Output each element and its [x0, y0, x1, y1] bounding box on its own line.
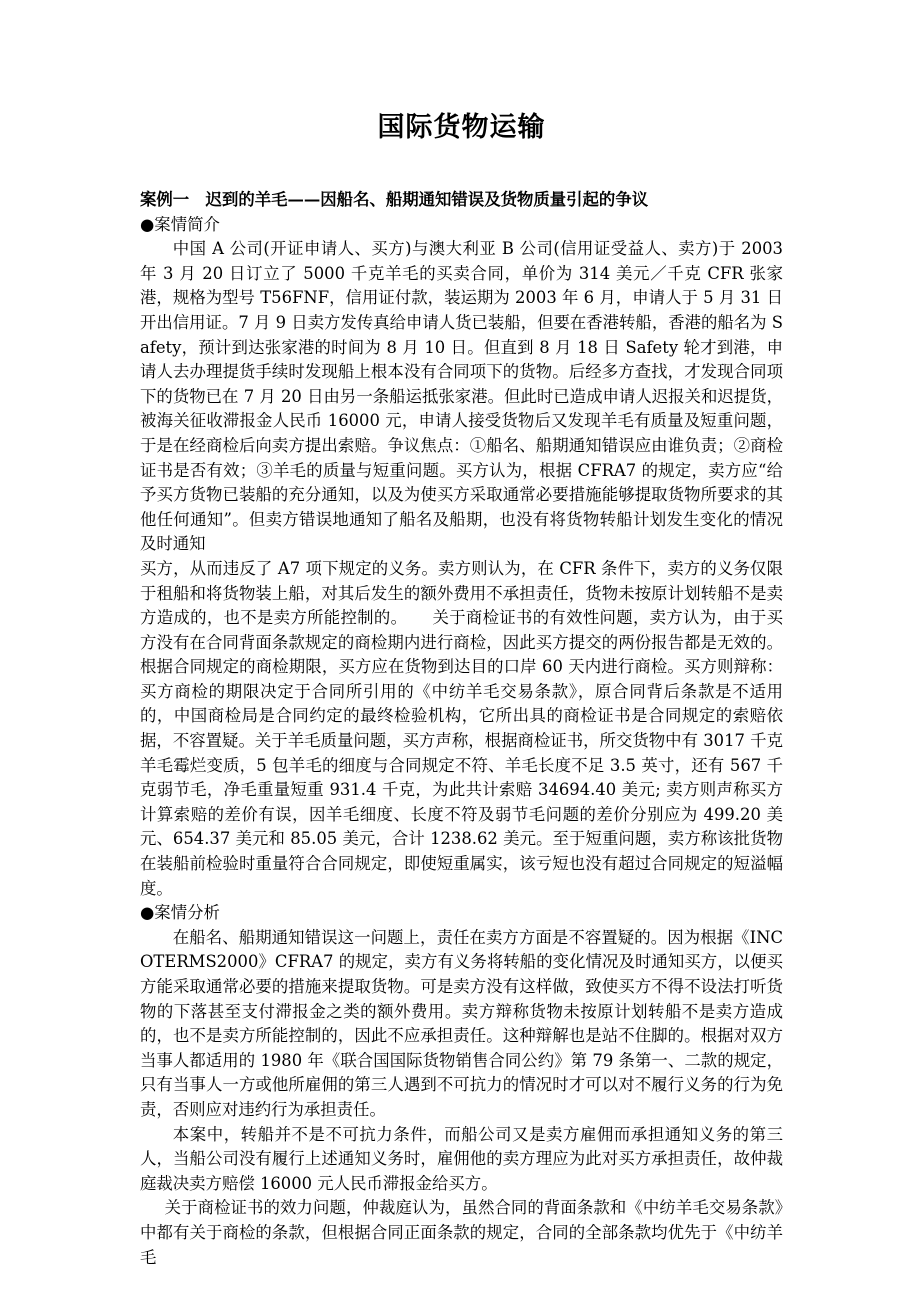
analysis-paragraph-3: 关于商检证书的效力问题，仲裁庭认为，虽然合同的背面条款和《中纺羊毛交易条款》中都有关于商检的条款，但根据合同正面条款的规定，合同的全部条款均优先于《中纺羊毛: [140, 1198, 783, 1267]
section-analysis-label: ●案情分析: [140, 903, 220, 923]
analysis-paragraph-2: 本案中，转船并不是不可抗力条件，而船公司又是卖方雇佣而承担通知义务的第三人，当船公司没有履行上述通知义务时，雇佣他的卖方理应为此对买方承担责任，故仲裁庭裁决卖方赔偿 16000 元人民币滞报金给买方。: [140, 1124, 783, 1193]
analysis-paragraph-1: 在船名、船期通知错误这一问题上，责任在卖方方面是不容置疑的。因为根据《INCOTERMS2000》CFRA7 的规定，卖方有义务将转船的变化情况及时通知买方，以便买方能采取通常必要的措施来提取货物。可是卖方没有这样做，致使买方不得不设法打听货物的下落甚至支付滞报金之类的额外费用。卖方辩称货物未按原计划转船不是卖方造成的，也不是卖方所能控制的，因此不应承担责任。这种辩解也是站不住脚的。根据对双方当事人都适用的 1980 年《联合国国际货物销售合同公约》第 79 条第一、二款的规定，只有当事人一方或他所雇佣的第三人遇到不可抗力的情况时才可以对不履行义务的行为免责，否则应对违约行为承担责任。: [140, 927, 783, 1119]
case-heading: 案例一 迟到的羊毛——因船名、船期通知错误及货物质量引起的争议: [140, 190, 649, 209]
document-title: 国际货物运输: [377, 112, 546, 143]
brief-paragraph-1: 中国 A 公司(开证申请人、买方)与澳大利亚 B 公司(信用证受益人、卖方)于 2003 年 3 月 20 日订立了 5000 千克羊毛的买卖合同，单价为 314 美元／千克 CFR 张家港，规格为型号 T56FNF，信用证付款，装运期为 2003 年 6 月，申请人于 5 月 31 日开出信用证。7 月 9 日卖方发传真给申请人货已装船，但要在香港转船，香港的船名为 Safety，预计到达张家港的时间为 8 月 10 日。但直到 8 月 18 日 Safety 轮才到港，申请人去办理提货手续时发现船上根本没有合同项下的货物。后经多方查找，才发现合同项下的货物已在 7 月 20 日由另一条船运抵张家港。但此时已造成申请人迟报关和迟提货，被海关征收滞报金人民币 16000 元，申请人接受货物后又发现羊毛有质量及短重问题，于是在经商检后向卖方提出索赔。争议焦点：①船名、船期通知错误应由谁负责；②商检证书是否有效；③羊毛的质量与短重问题。买方认为，根据 CFRA7 的规定，卖方应“给予买方货物已装船的充分通知，以及为使买方采取通常必要措施能够提取货物所要求的其他任何通知”。但卖方错误地通知了船名及船期，也没有将货物转船计划发生变化的情况及时通知: [140, 239, 783, 554]
section-brief-label: ●案情简介: [140, 214, 220, 234]
brief-paragraph-2: 买方，从而违反了 A7 项下规定的义务。卖方则认为，在 CFR 条件下，卖方的义务仅限于租船和将货物装上船，对其后发生的额外费用不承担责任，货物未按原计划转船不是卖方造成的，也不是卖方所能控制的。 关于商检证书的有效性问题，卖方认为，由于买方没有在合同背面条款规定的商检期内进行商检，因此买方提交的两份报告都是无效的。根据合同规定的商检期限，买方应在货物到达目的口岸 60 天内进行商检。买方则辩称：买方商检的期限决定于合同所引用的《中纺羊毛交易条款》，原合同背后条款是不适用的，中国商检局是合同约定的最终检验机构，它所出具的商检证书是合同规定的索赔依据，不容置疑。关于羊毛质量问题，买方声称，根据商检证书，所交货物中有 3017 千克羊毛霉烂变质，5 包羊毛的细度与合同规定不符、羊毛长度不足 3.5 英寸，还有 567 千克弱节毛，净毛重量短重 931.4 千克，为此共计索赔 34694.40 美元; 卖方则声称买方计算索赔的差价有误，因羊毛细度、长度不符及弱节毛问题的差价分别应为 499.20 美元、654.37 美元和 85.05 美元，合计 1238.62 美元。至于短重问题，卖方称该批货物在装船前检验时重量符合合同规定，即使短重属实，该亏短也没有超过合同规定的短溢幅度。: [140, 558, 783, 898]
